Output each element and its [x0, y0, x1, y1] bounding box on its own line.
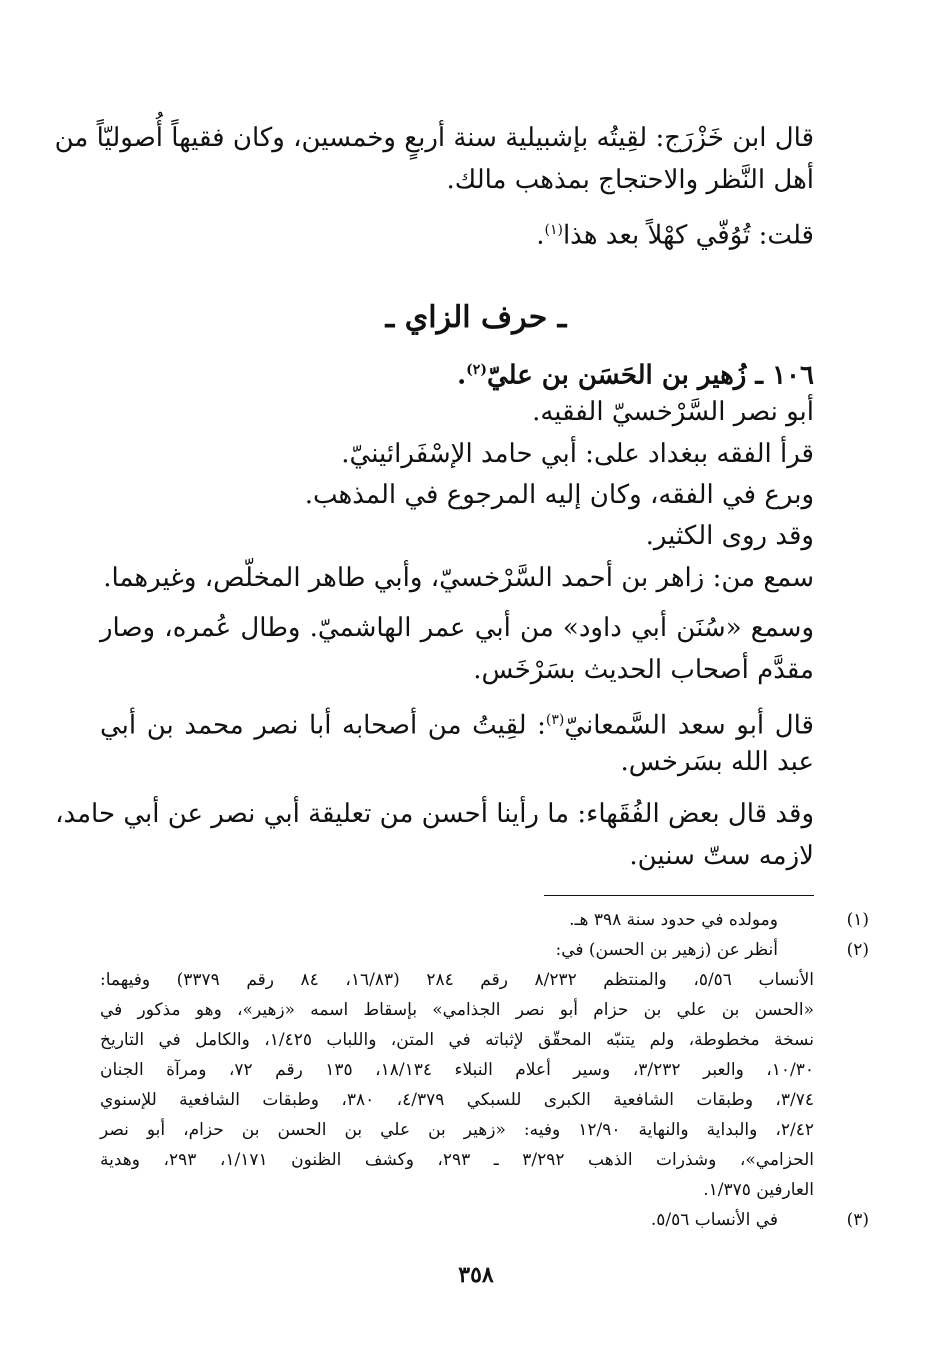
- footnote-line: نسخة مخطوطة، ولم يتنبّه المحقّق لإثباته في المتن، واللباب ١/٤٢٥، والكامل في التاريخ: [100, 1030, 814, 1050]
- entry-title: [457, 352, 814, 394]
- section-heading: ـ حرف الزاي ـ: [385, 300, 567, 335]
- paragraph-line: أهل النَّظر والاحتجاج بمذهب مالك.: [446, 165, 814, 195]
- paragraph-line: [536, 212, 814, 254]
- footnote-line: ٢/٤٢، والبداية والنهاية ١٢/٩٠ وفيه: «زهير بن علي بن الحسن بن حزام، أبو نصر: [100, 1120, 814, 1140]
- footnote-line: ٣/٧٤، وطبقات الشافعية الكبرى للسبكي ٤/٣٧٩، ٣٨٠، وطبقات الشافعية للإسنوي: [100, 1090, 815, 1110]
- footnote-text: في الأنساب ٥/٥٦.: [650, 1210, 778, 1230]
- footnote-line: العارفين ١/٣٧٥.: [703, 1180, 814, 1200]
- paragraph-line: سمع من: زاهر بن أحمد السَّرْخسيّ، وأبي طاهر المخلّص، وغيرهما.: [103, 563, 814, 593]
- paragraph-line: وقد قال بعض الفُقَهاء: ما رأينا أحسن من تعليقة أبي نصر عن أبي حامد،: [55, 799, 814, 829]
- footnote-marker[interactable]: (٢): [466, 362, 487, 378]
- punctuation: .: [536, 220, 545, 251]
- paragraph-line: وبرع في الفقه، وكان إليه المرجوع في المذهب.: [304, 480, 814, 510]
- paragraph-text: قال أبو سعد السَّمعانيّ: [564, 710, 814, 741]
- footnote-number: (١): [846, 910, 869, 930]
- paragraph-line: وقد روى الكثير.: [645, 521, 814, 551]
- footnote-line: الأنساب ٥/٥٦، والمنتظم ٨/٢٣٢ رقم ٢٨٤ (١٦/٨٣، ٨٤ رقم ٣٣٧٩) وفيهما:: [100, 970, 814, 990]
- paragraph-line: لازمه ستّ سنين.: [629, 841, 814, 871]
- punctuation: .: [457, 360, 467, 391]
- paragraph-line: قال ابن خَزْرَج: لقِيتُه بإشبيلية سنة أربعٍ وخمسين، وكان فقيهاً أُصوليّاً من: [54, 123, 814, 153]
- footnote-line: الحزامي»، وشذرات الذهب ٣/٢٩٢ ـ ٢٩٣، وكشف الظنون ١/١٧١، ٢٩٣، وهدية: [100, 1150, 814, 1170]
- footnote-number: (٢): [846, 940, 869, 960]
- paragraph-text: قلت: تُوُفّي كهْلاً بعد هذا: [562, 220, 814, 251]
- paragraph-line: أبو نصر السَّرْخسيّ الفقيه.: [532, 397, 814, 427]
- footnote-line: «الحسن بن علي بن حزام أبو نصر الجذامي» بإسقاط اسمه «زهير»، وهو مذكور في: [100, 1000, 814, 1020]
- footnote-text: أنظر عن (زهير بن الحسن) في:: [555, 940, 778, 960]
- paragraph-line: وسمع «سُنَن أبي داود» من أبي عمر الهاشميّ. وطال عُمره، وصار: [100, 613, 814, 643]
- footnote-divider: [544, 895, 814, 896]
- page-number: ٣٥٨: [458, 1262, 494, 1288]
- footnote-text: ومولده في حدود سنة ٣٩٨ هـ.: [569, 910, 778, 930]
- paragraph-line: مقدَّم أصحاب الحديث بسَرْخَس.: [473, 655, 814, 685]
- paragraph-line: [100, 702, 814, 744]
- footnote-marker[interactable]: (١): [544, 222, 563, 238]
- footnote-line: ١٠/٣٠، والعبر ٣/٢٣٢، وسير أعلام النبلاء ١٨/١٣٤، ١٣٥ رقم ٧٢، ومرآة الجنان: [100, 1060, 814, 1080]
- paragraph-text: : لقِيتُ من أصحابه أبا نصر محمد بن أبي: [100, 710, 546, 741]
- footnote-number: (٣): [846, 1210, 869, 1230]
- paragraph-line: قرأ الفقه ببغداد على: أبي حامد الإسْفَرائينيّ.: [341, 439, 814, 469]
- footnote-marker[interactable]: (٣): [545, 712, 565, 728]
- entry-title-text: ١٠٦ ـ زُهير بن الحَسَن بن عليّ: [486, 360, 814, 391]
- paragraph-line: عبد الله بسَرخس.: [620, 747, 814, 777]
